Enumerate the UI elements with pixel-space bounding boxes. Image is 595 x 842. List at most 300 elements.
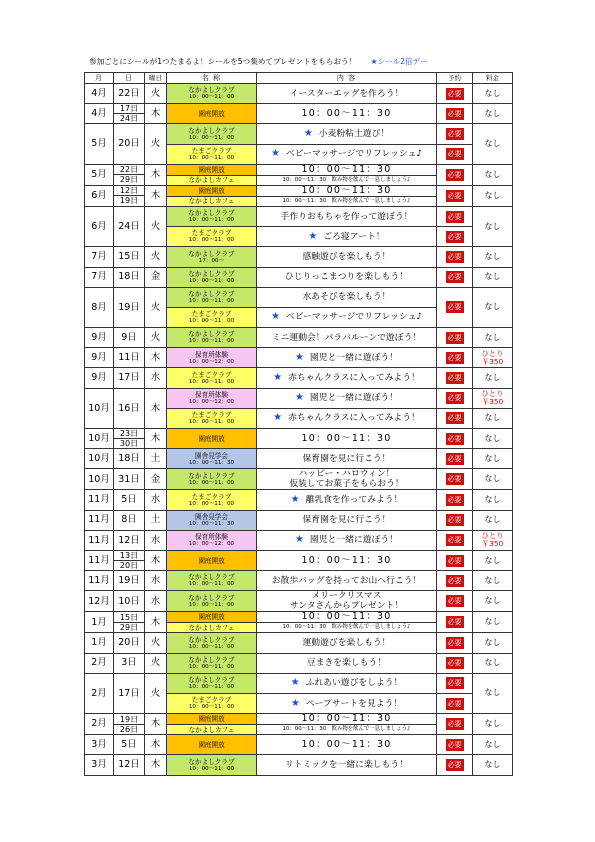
event-content: 10：00～11：30 [301, 432, 392, 444]
day-value: 26日 [114, 724, 144, 734]
required-badge: 必要 [447, 232, 462, 241]
event-content-cell [257, 571, 437, 591]
event-content: リトミックを一緒に楽しもう！ [285, 760, 408, 771]
event-name: たまごクラブ [191, 492, 232, 501]
required-badge: 必要 [447, 129, 462, 138]
required-badge: 必要 [447, 556, 462, 565]
col-name: 名 称 [167, 73, 257, 84]
fee-line: なし [484, 474, 501, 484]
fee-line: ひとり [481, 531, 504, 541]
fee-line: ￥350 [481, 356, 504, 366]
star-icon: ★ [270, 311, 280, 323]
month-cell: 4月 [85, 104, 114, 124]
weekday-cell: 木 [145, 550, 167, 570]
event-content: 赤ちゃんクラスに入ってみよう！ [288, 413, 420, 424]
month-cell: 9月 [85, 328, 114, 348]
reservation-cell [437, 469, 473, 490]
weekday-cell: 木 [145, 185, 167, 206]
event-content-cell [257, 623, 437, 633]
day-cell: 10日 [114, 591, 145, 612]
fee-cell [473, 206, 513, 246]
table-row [85, 469, 513, 490]
day-value: 13日 [119, 551, 139, 561]
table-row [85, 449, 513, 469]
fee-line: なし [484, 555, 501, 565]
event-content: 10：00～11：30 飲み物を飲んで一息しましょう♪ [282, 176, 411, 183]
event-name-cell [167, 510, 257, 530]
event-time: 10：00～11：00 [188, 480, 235, 487]
fee-cell [473, 755, 513, 775]
fee-line: ひとり [481, 348, 504, 358]
event-time: 10：00～11：00 [188, 338, 235, 345]
event-content-cell [257, 633, 437, 653]
fee-line: なし [484, 688, 501, 698]
event-name-cell [167, 196, 257, 206]
event-name: なかよしカフェ [188, 725, 235, 734]
event-name-cell [167, 571, 257, 591]
event-content-cell [257, 408, 437, 428]
table-row [85, 490, 513, 510]
event-name: 園庭開放 [198, 434, 225, 443]
day-value: 20日 [114, 560, 144, 570]
header-row [85, 73, 513, 84]
weekday-cell: 木 [145, 755, 167, 775]
event-content: 10：00～11：30 [301, 713, 392, 725]
event-content: 10：00～11：30 [301, 554, 392, 566]
weekday-cell: 火 [145, 124, 167, 164]
day-cell [114, 612, 145, 633]
event-content: ベビーマッサージでリフレッシュ♪ [285, 149, 423, 160]
fee-line: なし [484, 139, 501, 149]
day-value: 17日 [119, 104, 139, 114]
event-time: 10：00～11：00 [188, 663, 235, 670]
star-icon: ★ [290, 677, 300, 689]
fee-line: なし [484, 272, 501, 282]
event-name: なかよしクラブ [188, 676, 235, 685]
event-name-cell [167, 388, 257, 408]
event-name-cell [167, 368, 257, 388]
event-content-cell [257, 84, 437, 104]
month-cell: 1月 [85, 612, 114, 633]
event-time: 10：00～11：00 [188, 134, 235, 141]
event-time: 10：00～11：00 [188, 684, 235, 691]
event-name: なかよしカフェ [188, 176, 235, 185]
event-name-cell [167, 693, 257, 713]
event-name: なかよしクラブ [188, 249, 235, 258]
required-badge: 必要 [447, 333, 462, 342]
weekday-cell: 金 [145, 469, 167, 490]
required-badge: 必要 [447, 252, 462, 261]
event-name-cell [167, 449, 257, 469]
event-name-cell [167, 287, 257, 307]
fee-cell [473, 388, 513, 408]
fee-line: なし [484, 575, 501, 585]
month-cell: 11月 [85, 550, 114, 570]
weekday-cell: 木 [145, 429, 167, 449]
fee-cell [473, 490, 513, 510]
fee-cell [473, 84, 513, 104]
event-time: 10：00～12：00 [188, 398, 235, 405]
fee-line: なし [484, 190, 501, 200]
event-content: ベビーマッサージでリフレッシュ♪ [285, 312, 423, 323]
day-cell [114, 550, 145, 570]
fee-cell [473, 368, 513, 388]
fee-line: なし [484, 638, 501, 647]
fee-line: なし [484, 373, 501, 383]
event-time: 10：00～11：00 [188, 419, 235, 426]
table-row [85, 368, 513, 388]
day-value: 19日 [119, 714, 139, 724]
fee-line: なし [484, 658, 501, 668]
event-name: 園庭開放 [198, 186, 225, 195]
event-name-cell [167, 469, 257, 490]
required-badge: 必要 [447, 212, 462, 221]
event-name: 保育所体験 [195, 390, 228, 399]
event-name-cell [167, 104, 257, 124]
day-cell: 8日 [114, 510, 145, 530]
event-time: 10：00～11：30 [188, 459, 235, 466]
event-name: 園舎見学会 [195, 451, 228, 460]
event-time: 10：00～11：00 [188, 94, 235, 101]
day-value: 19日 [114, 195, 144, 205]
event-content: 手作りおもちゃを作って遊ぼう！ [280, 211, 413, 222]
fee-cell [473, 633, 513, 653]
day-cell: 19日 [114, 571, 145, 591]
reservation-cell [437, 673, 473, 693]
event-name-cell [167, 591, 257, 612]
reservation-cell [437, 247, 473, 267]
event-name: 園庭開放 [198, 165, 225, 174]
reservation-cell [437, 612, 473, 633]
event-time: 10：00～11：00 [188, 318, 235, 325]
event-name-cell [167, 633, 257, 653]
required-badge: 必要 [447, 639, 462, 647]
event-name-cell [167, 84, 257, 104]
table-row [85, 328, 513, 348]
day-cell: 19日 [114, 287, 145, 327]
event-name-cell [167, 429, 257, 449]
table-row [85, 84, 513, 104]
month-cell: 8月 [85, 287, 114, 327]
event-name-cell [167, 612, 257, 623]
day-cell: 18日 [114, 267, 145, 287]
event-content: ふれあい遊びをしよう！ [305, 678, 403, 689]
event-name: 園庭開放 [198, 109, 225, 118]
fee-line: なし [484, 433, 501, 443]
event-content: 10：00～11：30 [301, 611, 392, 623]
event-time: 10：00～11：00 [188, 765, 235, 772]
month-cell: 11月 [85, 490, 114, 510]
star-icon: ★ [303, 127, 313, 139]
event-content-cell [257, 247, 437, 267]
event-name-cell [167, 530, 257, 550]
col-reservation: 予約 [437, 73, 473, 84]
fee-line: ￥350 [481, 397, 504, 407]
event-content-cell [257, 144, 437, 164]
reservation-cell [437, 144, 473, 164]
required-badge: 必要 [447, 720, 462, 729]
event-content: 小麦粉粘土遊び！ [318, 128, 390, 139]
required-badge: 必要 [447, 761, 462, 770]
table-row [85, 571, 513, 591]
month-cell: 1月 [85, 633, 114, 653]
event-content-cell [257, 755, 437, 775]
event-name-cell [167, 348, 257, 368]
day-cell [114, 164, 145, 185]
event-content: ごろ寝アート！ [323, 231, 385, 242]
month-cell: 10月 [85, 388, 114, 428]
required-badge: 必要 [447, 495, 462, 504]
required-badge: 必要 [447, 740, 462, 749]
star-icon: ★ [273, 372, 283, 384]
day-cell: 15日 [114, 247, 145, 267]
weekday-cell: 水 [145, 591, 167, 612]
event-name: なかよしクラブ [188, 209, 235, 218]
weekday-cell: 火 [145, 247, 167, 267]
fee-cell [473, 714, 513, 735]
required-badge: 必要 [447, 454, 462, 463]
event-name: たまごクラブ [191, 370, 232, 379]
reservation-cell [437, 633, 473, 653]
event-content: 園児と一緒に遊ぼう！ [309, 393, 398, 404]
month-cell: 12月 [85, 591, 114, 612]
fee-line: なし [484, 302, 501, 312]
reservation-cell [437, 530, 473, 550]
event-content: ペープサートを見よう！ [305, 698, 403, 709]
event-content-cell [257, 653, 437, 673]
event-name: 保育所体験 [195, 350, 228, 359]
fee-line: なし [484, 332, 501, 342]
event-time: 10：00～11：00 [188, 581, 235, 588]
day-cell: 20日 [114, 633, 145, 653]
event-content: 10：00～11：30 飲み物を飲んで一息しましょう♪ [282, 624, 411, 631]
required-badge: 必要 [447, 516, 462, 525]
day-cell: 31日 [114, 469, 145, 490]
day-cell [114, 714, 145, 735]
event-name: たまごクラブ [191, 411, 232, 420]
event-content-cell [257, 673, 437, 693]
event-time: 10：00～12：00 [188, 358, 235, 365]
required-badge: 必要 [447, 536, 462, 545]
month-cell: 7月 [85, 247, 114, 267]
table-row [85, 124, 513, 144]
event-content: 赤ちゃんクラスに入ってみよう！ [288, 373, 420, 384]
table-row [85, 429, 513, 449]
fee-cell [473, 449, 513, 469]
event-name: 園庭開放 [198, 715, 225, 724]
event-name: なかよしカフェ [188, 197, 235, 206]
day-cell: 11日 [114, 348, 145, 368]
table-row [85, 530, 513, 550]
event-time: 10：00～11：00 [188, 277, 235, 284]
col-weekday: 曜日 [145, 73, 167, 84]
event-time: 17：00～ [198, 257, 225, 264]
table-row [85, 247, 513, 267]
fee-line: なし [484, 494, 501, 504]
event-name: たまごクラブ [191, 229, 232, 238]
weekday-cell: 木 [145, 388, 167, 428]
day-cell: 17日 [114, 673, 145, 713]
event-name-cell [167, 735, 257, 755]
event-time: 10：00～11：00 [188, 602, 235, 609]
month-cell: 10月 [85, 469, 114, 490]
day-cell: 24日 [114, 206, 145, 246]
star-icon: ★ [295, 392, 304, 404]
weekday-cell: 水 [145, 530, 167, 550]
event-name: たまごクラブ [191, 146, 232, 155]
required-badge: 必要 [447, 374, 462, 383]
event-time: 10：00～11：00 [188, 378, 235, 385]
table-row [85, 633, 513, 653]
table-row [85, 735, 513, 755]
reservation-cell [437, 755, 473, 775]
star-icon: ★ [290, 493, 300, 505]
event-content: ミニ運動会！パラバルーンで遊ぼう！ [271, 332, 422, 343]
fee-cell [473, 408, 513, 428]
event-name-cell [167, 175, 257, 185]
header-star-note: ★シール2倍デー [370, 57, 428, 66]
event-content: メリークリスマス [311, 591, 382, 602]
fee-cell [473, 429, 513, 449]
reservation-cell [437, 550, 473, 570]
fee-line: なし [484, 453, 501, 463]
event-name-cell [167, 164, 257, 175]
event-name: なかよしクラブ [188, 472, 235, 481]
required-badge: 必要 [447, 576, 462, 585]
event-time: 10：00～11：00 [188, 217, 235, 224]
event-time: 10：00～11：00 [188, 154, 235, 161]
event-content-line2: サンタさんからプレゼント！ [289, 601, 404, 612]
fee-cell [473, 247, 513, 267]
weekday-cell: 木 [145, 104, 167, 124]
event-content: 園児と一緒に遊ぼう！ [309, 352, 398, 363]
event-content-cell [257, 267, 437, 287]
reservation-cell [437, 449, 473, 469]
col-content: 内 容 [257, 73, 437, 84]
event-time: 10：00～11：00 [188, 704, 235, 711]
fee-cell [473, 530, 513, 550]
event-name-cell [167, 673, 257, 693]
fee-cell [473, 612, 513, 633]
table-row [85, 755, 513, 775]
month-cell: 6月 [85, 206, 114, 246]
month-cell: 4月 [85, 84, 114, 104]
event-name-cell [167, 144, 257, 164]
event-content-cell [257, 510, 437, 530]
schedule-body [85, 84, 513, 776]
day-cell: 12日 [114, 755, 145, 775]
event-name-cell [167, 206, 257, 226]
day-cell: 16日 [114, 388, 145, 428]
event-name: なかよしクラブ [188, 594, 235, 603]
event-content-cell [257, 104, 437, 124]
event-content-line2: 仮装してお菓子をもらおう！ [289, 479, 404, 490]
day-value: 22日 [119, 165, 139, 175]
event-name: 保育所体験 [195, 533, 228, 542]
fee-line: なし [484, 251, 501, 261]
event-name-cell [167, 227, 257, 247]
weekday-cell: 火 [145, 328, 167, 348]
event-name: なかよしクラブ [188, 269, 235, 278]
star-icon: ★ [308, 230, 318, 242]
event-name-cell [167, 623, 257, 633]
event-name-cell [167, 725, 257, 735]
day-value: 23日 [119, 429, 139, 439]
month-cell: 3月 [85, 735, 114, 755]
event-content-cell [257, 185, 437, 196]
fee-line: なし [484, 739, 501, 749]
required-badge: 必要 [447, 353, 462, 362]
fee-cell [473, 550, 513, 570]
event-content-cell [257, 449, 437, 469]
fee-cell [473, 469, 513, 490]
month-cell: 5月 [85, 124, 114, 164]
required-badge: 必要 [447, 434, 462, 443]
required-badge: 必要 [447, 659, 462, 668]
day-cell: 22日 [114, 84, 145, 104]
weekday-cell: 水 [145, 571, 167, 591]
table-row [85, 591, 513, 612]
event-name: なかよしクラブ [188, 126, 235, 135]
event-name: なかよしクラブ [188, 573, 235, 582]
event-name-cell [167, 714, 257, 725]
event-name: 園庭開放 [198, 556, 225, 565]
required-badge: 必要 [447, 414, 462, 423]
event-content-cell [257, 714, 437, 725]
table-row [85, 287, 513, 307]
reservation-cell [437, 227, 473, 247]
fee-line: ￥350 [481, 539, 504, 549]
reservation-cell [437, 267, 473, 287]
fee-cell [473, 653, 513, 673]
weekday-cell: 金 [145, 267, 167, 287]
event-name-cell [167, 550, 257, 570]
event-content: 離乳食を作ってみよう！ [305, 494, 403, 505]
event-time: 10：00～11：00 [188, 237, 235, 244]
event-time: 10：00～11：30 [188, 520, 235, 527]
reservation-cell [437, 591, 473, 612]
event-content-cell [257, 388, 437, 408]
event-content-cell [257, 175, 437, 185]
day-cell [114, 185, 145, 206]
event-name-cell [167, 247, 257, 267]
event-name: 園舎見学会 [195, 512, 228, 521]
table-row [85, 510, 513, 530]
reservation-cell [437, 510, 473, 530]
day-value: 15日 [119, 612, 139, 622]
day-cell: 18日 [114, 449, 145, 469]
day-cell [114, 104, 145, 124]
fee-line: なし [484, 617, 501, 627]
fee-cell [473, 164, 513, 185]
reservation-cell [437, 84, 473, 104]
fee-cell [473, 510, 513, 530]
weekday-cell: 木 [145, 348, 167, 368]
event-content: 10：00～11：30 飲み物を飲んで一息しましょう♪ [282, 197, 411, 204]
reservation-cell [437, 693, 473, 713]
weekday-cell: 木 [145, 714, 167, 735]
weekday-cell: 火 [145, 84, 167, 104]
table-row [85, 714, 513, 725]
month-cell: 9月 [85, 368, 114, 388]
page-header [89, 56, 509, 68]
event-time: 10：00～11：00 [188, 500, 235, 507]
event-name: 園庭開放 [198, 740, 225, 749]
event-name: なかよしカフェ [188, 623, 235, 632]
weekday-cell: 土 [145, 510, 167, 530]
month-cell: 11月 [85, 571, 114, 591]
event-content-cell [257, 328, 437, 348]
